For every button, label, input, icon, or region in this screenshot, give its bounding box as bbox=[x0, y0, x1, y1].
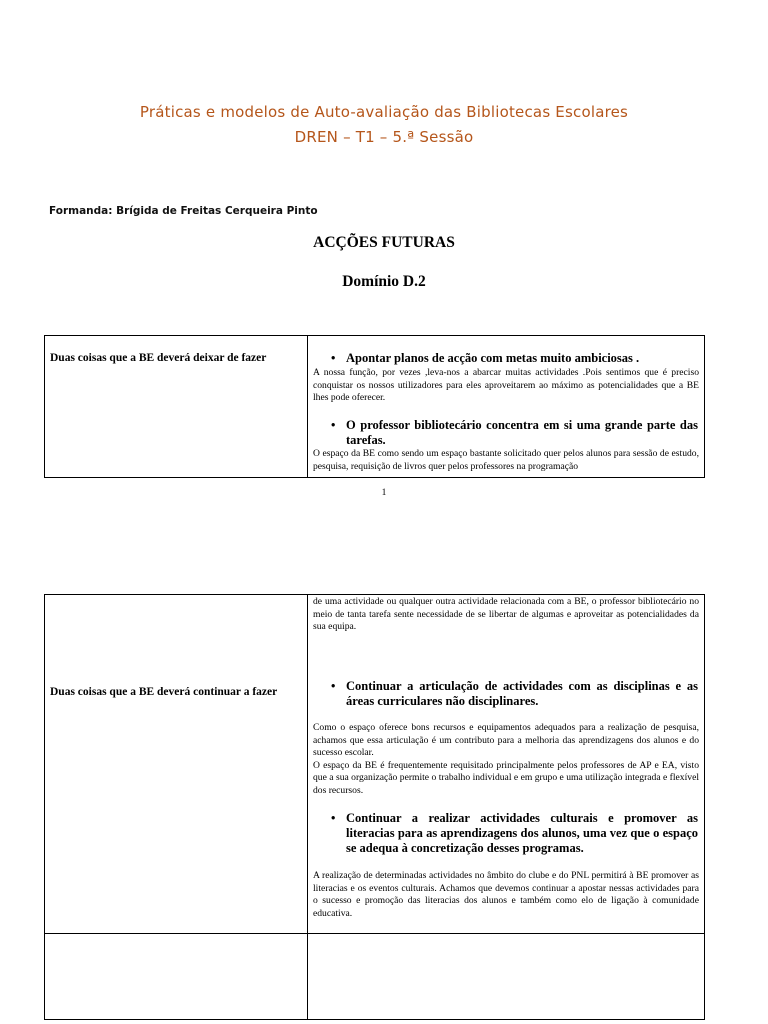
bullet-icon: • bbox=[331, 679, 336, 693]
bullet-text: Continuar a realizar actividades culturais e promover as literacias para as aprendizagens dos alunos, uma vez que o espaço se adequa à concretização desses programas. bbox=[346, 811, 698, 855]
section-heading: ACÇÕES FUTURAS bbox=[313, 234, 455, 251]
list-item bbox=[328, 351, 698, 366]
table-stop-doing bbox=[44, 335, 705, 478]
paragraph: A nossa função, por vezes ,leva-nos a abarcar muitas actividades .Pois sentimos que é preciso conquistar os nossos utilizadores para eles aproveitarem ao máximo as potencialidades que a BE lhes pode oferecer. bbox=[313, 367, 699, 403]
row-label-continue-doing: Duas coisas que a BE deverá continuar a fazer bbox=[50, 686, 278, 698]
bullet-icon: • bbox=[331, 351, 336, 365]
paragraph: de uma actividade ou qualquer outra actividade relacionada com a BE, o professor bibliotecário no meio de tanta tarefa sente necessidade de se libertar de algumas e aproveitar as potencialidades da sua equipa. bbox=[313, 596, 699, 632]
paragraph: O espaço da BE como sendo um espaço bastante solicitado quer pelos alunos para sessão de estudo, pesquisa, requisição de livros quer pelos professores na programação bbox=[313, 448, 699, 472]
bullet-text: O professor bibliotecário concentra em si uma grande parte das tarefas. bbox=[346, 418, 698, 447]
paragraph: Como o espaço oferece bons recursos e equipamentos adequados para a realização de pesquisa, achamos que essa articulação é um contributo para a melhoria das aprendizagens dos alunos e do sucesso escolar. O espaço da BE é frequentemente requisitado principalmente pelos professores de AP e EA, visto que a sua organização permite o trabalho individual e em grupo e uma utilização integrada e flexível dos recursos. bbox=[313, 722, 699, 796]
row-label-stop-doing: Duas coisas que a BE deverá deixar de fazer bbox=[50, 352, 267, 364]
document-title: Práticas e modelos de Auto-avaliação das Bibliotecas Escolares bbox=[139, 103, 629, 121]
bullet-icon: • bbox=[331, 811, 336, 825]
list-item bbox=[328, 418, 698, 448]
table-continue-doing bbox=[44, 594, 705, 1020]
bullet-icon: • bbox=[331, 418, 336, 432]
bullet-text: Continuar a articulação de actividades com as disciplinas e as áreas curriculares não disciplinares. bbox=[346, 679, 698, 708]
list-item bbox=[328, 811, 698, 856]
bullet-text: Apontar planos de acção com metas muito ambiciosas . bbox=[346, 351, 640, 365]
page-number: 1 bbox=[381, 488, 387, 498]
list-item bbox=[328, 679, 698, 709]
trainee-name: Formanda: Brígida de Freitas Cerqueira Pinto bbox=[49, 205, 318, 217]
document-subtitle: DREN – T1 – 5.ª Sessão bbox=[294, 128, 474, 146]
continue-doing-content bbox=[308, 595, 704, 933]
paragraph: A realização de determinadas actividades no âmbito do clube e do PNL permitirá à BE promover as literacias e os eventos culturais. Achamos que devemos continuar a apostar nessas actividades para o sucesso e promoção das literacias dos alunos e também como elo de ligação à comunidade educativa. bbox=[313, 870, 699, 919]
section-subheading: Domínio D.2 bbox=[342, 273, 426, 290]
stop-doing-content bbox=[308, 336, 704, 477]
